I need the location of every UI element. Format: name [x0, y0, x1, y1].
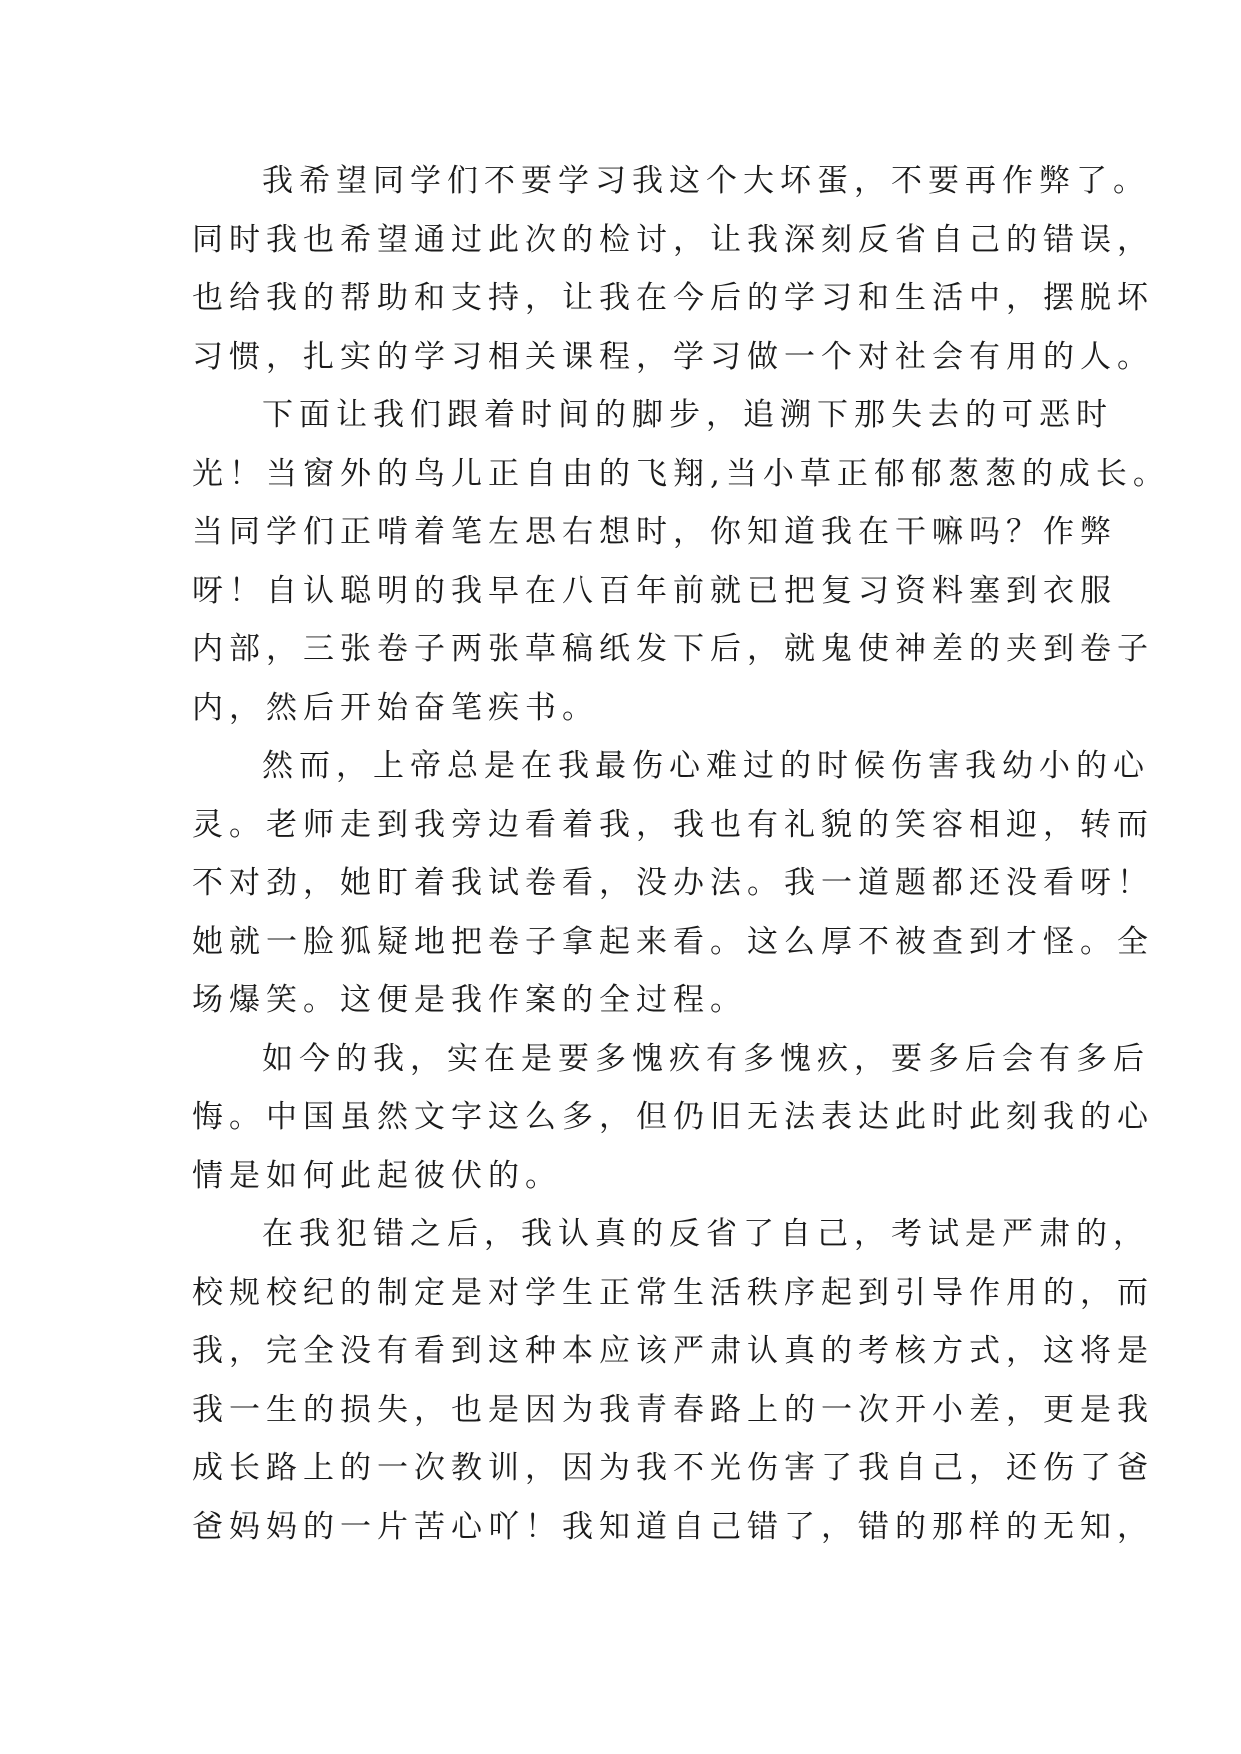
text-line: 光！当窗外的鸟儿正自由的飞翔,当小草正郁郁葱葱的成长。: [192, 455, 1170, 492]
paragraph-4: [192, 1030, 1154, 1206]
text-line: 我希望同学们不要学习我这个大坏蛋，不要再作弊了。: [262, 163, 1150, 199]
document-body: [192, 152, 1170, 1556]
text-line: 在我犯错之后，我认真的反省了自己，考试是严肃的，: [262, 1216, 1150, 1252]
text-line: 然而，上帝总是在我最伤心难过的时候伤害我幼小的心: [262, 748, 1150, 784]
text-line: 成长路上的一次教训，因为我不光伤害了我自己，还伤了爸: [192, 1450, 1154, 1486]
text-line: 内部，三张卷子两张草稿纸发下后，就鬼使神差的夹到卷子: [192, 631, 1154, 667]
text-line: 校规校纪的制定是对学生正常生活秩序起到引导作用的，而: [192, 1274, 1154, 1311]
paragraph-2: [192, 386, 1170, 737]
text-line: 灵。老师走到我旁边看着我，我也有礼貌的笑容相迎，转而: [192, 806, 1154, 843]
text-line: 习惯，扎实的学习相关课程，学习做一个对社会有用的人。: [192, 338, 1154, 375]
text-line: 悔。中国虽然文字这么多，但仍旧无法表达此时此刻我的心: [192, 1099, 1154, 1135]
paragraph-3: [192, 737, 1154, 1030]
text-line: 爸妈妈的一片苦心吖！我知道自己错了，错的那样的无知，: [192, 1508, 1154, 1545]
text-line: 场爆笑。这便是我作案的全过程。: [192, 982, 747, 1018]
text-line: 我，完全没有看到这种本应该严肃认真的考核方式，这将是: [192, 1333, 1154, 1369]
text-line: 情是如何此起彼伏的。: [192, 1157, 562, 1194]
text-line: 同时我也希望通过此次的检讨，让我深刻反省自己的错误，: [192, 221, 1154, 258]
text-line: 内，然后开始奋笔疾书。: [192, 689, 599, 726]
paragraph-5: [192, 1205, 1154, 1556]
text-line: 她就一脸狐疑地把卷子拿起来看。这么厚不被查到才怪。全: [192, 923, 1154, 960]
text-line: 我一生的损失，也是因为我青春路上的一次开小差，更是我: [192, 1391, 1154, 1428]
text-line: 也给我的帮助和支持，让我在今后的学习和生活中，摆脱坏: [192, 280, 1154, 316]
text-line: 下面让我们跟着时间的脚步，追溯下那失去的可恶时: [262, 397, 1113, 433]
text-line: 不对劲，她盯着我试卷看，没办法。我一道题都还没看呀！: [192, 865, 1154, 901]
text-line: 如今的我，实在是要多愧疚有多愧疚，要多后会有多后: [262, 1040, 1150, 1077]
text-line: 当同学们正啃着笔左思右想时，你知道我在干嘛吗？作弊: [192, 514, 1117, 550]
paragraph-1: [192, 152, 1154, 386]
text-line: 呀！自认聪明的我早在八百年前就已把复习资料塞到衣服: [192, 572, 1117, 609]
